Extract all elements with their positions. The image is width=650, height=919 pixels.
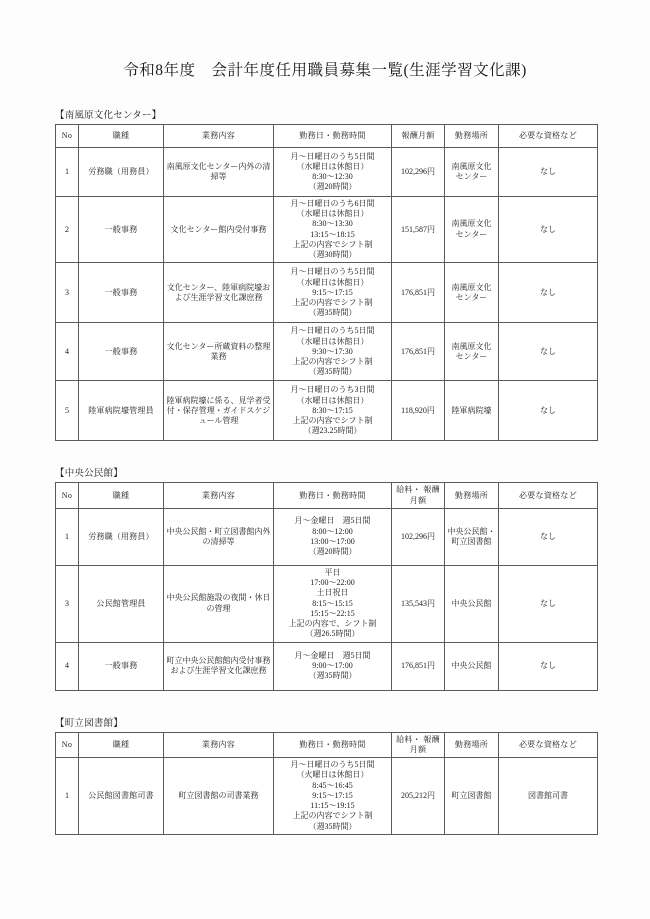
text-line: 月～日曜日のうち5日間 [290, 326, 375, 336]
cell-no: 4 [56, 323, 79, 381]
text-line: 上記の内容でシフト制 [292, 239, 373, 249]
header-pay-line2: 報酬月額 [409, 734, 440, 754]
header-duties: 業務内容 [164, 483, 274, 508]
cell-no: 2 [56, 197, 79, 263]
cell-schedule [274, 757, 392, 834]
text-line: 13:00～17:00 [310, 536, 355, 546]
cell-qualification: なし [499, 263, 598, 323]
header-pay [392, 125, 445, 148]
cell-no: 1 [56, 508, 79, 565]
text-line: 上記の内容でシフト制 [292, 298, 373, 308]
text-line: 上記の内容でシフト制 [292, 811, 373, 821]
cell-location [445, 323, 499, 381]
text-line: 8:45～16:45 [312, 780, 353, 790]
text-line: 中央公民館・ [447, 526, 496, 536]
text-line: センター [455, 229, 488, 239]
cell-pay: 176,851円 [392, 642, 445, 690]
text-line: 月～日曜日のうち5日間 [290, 267, 375, 277]
text-line: 9:00～17:00 [312, 660, 353, 670]
cell-pay: 102,296円 [392, 148, 445, 197]
cell-job-type: 労務職（用務員） [79, 508, 164, 565]
header-qualification: 必要な資格など [499, 483, 598, 508]
header-pay-line1: 給料・ [396, 485, 421, 495]
table-row [56, 197, 598, 263]
cell-qualification: 図書館司書 [499, 757, 598, 834]
text-line: （水曜日は休館日） [296, 209, 369, 219]
cell-qualification: なし [499, 381, 598, 441]
header-qualification: 必要な資格など [499, 125, 598, 148]
text-line: （火曜日は休館日） [296, 770, 369, 780]
header-duties: 業務内容 [164, 125, 274, 148]
header-pay [392, 732, 445, 757]
cell-no: 1 [56, 757, 79, 834]
header-no: No [56, 732, 79, 757]
table-row [56, 148, 598, 197]
text-line: 中央公民館 [451, 660, 492, 670]
cell-job-type: 公民館管理員 [79, 565, 164, 642]
header-location: 勤務場所 [445, 483, 499, 508]
cell-pay: 135,543円 [392, 565, 445, 642]
header-pay-line1: 報酬月額 [401, 130, 435, 140]
text-line: 8:30～17:15 [312, 405, 353, 415]
cell-schedule [274, 197, 392, 263]
header-schedule: 勤務日・勤務時間 [274, 483, 392, 508]
cell-schedule [274, 508, 392, 565]
text-line: センター [455, 351, 488, 361]
section-town-library [0, 715, 650, 835]
table-row [56, 381, 598, 441]
cell-duties: 中央公民館・町立図書館内外の清掃等 [164, 508, 274, 565]
section-nanjo-culture-center [0, 107, 650, 441]
text-line: （週30時間） [308, 250, 357, 260]
cell-pay: 102,296円 [392, 508, 445, 565]
table-row [56, 642, 598, 690]
table-row [56, 757, 598, 834]
text-line: センター [455, 172, 488, 181]
text-line: 8:15～15:15 [312, 598, 353, 608]
header-location: 勤務場所 [445, 125, 499, 148]
header-schedule: 勤務日・勤務時間 [274, 732, 392, 757]
header-no: No [56, 483, 79, 508]
text-line: 南風原文化 [451, 341, 492, 351]
header-pay [392, 483, 445, 508]
cell-pay: 176,851円 [392, 263, 445, 323]
cell-schedule [274, 263, 392, 323]
cell-duties: 文化センター、陸軍病院壕および生涯学習文化課庶務 [164, 263, 274, 323]
text-line: 月～日曜日のうち3日間 [290, 385, 375, 395]
text-line: 南風原文化 [451, 282, 492, 292]
job-table-culture-center [55, 124, 598, 441]
text-line: 土日祝日 [316, 588, 349, 598]
text-line: 月～日曜日のうち5日間 [290, 760, 375, 770]
header-pay-line1: 給料・ [396, 734, 421, 744]
cell-location [445, 197, 499, 263]
cell-qualification: なし [499, 565, 598, 642]
table-row [56, 508, 598, 565]
cell-job-type: 一般事務 [79, 263, 164, 323]
header-schedule: 勤務日・勤務時間 [274, 125, 392, 148]
text-line: 9:15～17:15 [312, 790, 353, 800]
text-line: 8:00～12:00 [312, 526, 353, 536]
page-title: 令和8年度 会計年度任用職員募集一覧(生涯学習文化課) [123, 62, 527, 79]
cell-no: 5 [56, 381, 79, 441]
header-job-type: 職種 [79, 125, 164, 148]
table-row [56, 263, 598, 323]
section-label: 【南風原文化センター】 [55, 111, 162, 121]
text-line: 町立図書館 [451, 536, 492, 546]
cell-qualification: なし [499, 148, 598, 197]
text-line: 9:30～17:30 [312, 346, 353, 356]
cell-job-type: 一般事務 [79, 197, 164, 263]
cell-location [445, 757, 499, 834]
cell-duties: 南風原文化センター内外の清掃等 [164, 148, 274, 197]
header-job-type: 職種 [79, 483, 164, 508]
text-line: （週35時間） [308, 367, 357, 377]
job-table-kominkan [55, 482, 598, 690]
cell-schedule [274, 148, 392, 197]
section-label: 【中央公民館】 [55, 469, 123, 480]
cell-location [445, 263, 499, 323]
text-line: 陸軍病院壕 [451, 405, 492, 415]
header-location: 勤務場所 [445, 732, 499, 757]
cell-duties: 文化センター館内受付事務 [164, 197, 274, 263]
cell-location [445, 148, 499, 197]
text-line: 15:15～22:15 [310, 608, 355, 618]
section-chuo-kominkan [0, 465, 650, 690]
header-qualification: 必要な資格など [499, 732, 598, 757]
text-line: （水曜日は休館日） [296, 277, 369, 287]
text-line: （週35時間） [308, 821, 357, 831]
text-line: 月～日曜日のうち5日間 [290, 151, 375, 161]
cell-location [445, 642, 499, 690]
text-line: 上記の内容でシフト制 [292, 357, 373, 367]
cell-no: 1 [56, 148, 79, 197]
cell-schedule [274, 565, 392, 642]
cell-schedule [274, 323, 392, 381]
cell-duties: 町立中央公民館館内受付事務および生涯学習文化課庶務 [164, 642, 274, 690]
cell-job-type: 公民館図書館司書 [79, 757, 164, 834]
cell-no: 3 [56, 263, 79, 323]
header-no: No [56, 125, 79, 148]
text-line: （週26.5時間） [305, 629, 360, 639]
text-line: （週35時間） [308, 671, 357, 681]
text-line: （週35時間） [308, 308, 357, 318]
text-line: 上記の内容で、シフト制 [288, 619, 377, 629]
cell-schedule [274, 381, 392, 441]
cell-pay: 176,851円 [392, 323, 445, 381]
text-line: 南風原文化 [451, 219, 492, 229]
cell-qualification: なし [499, 642, 598, 690]
text-line: （週23.25時間） [303, 426, 362, 436]
text-line: 17:00～22:00 [310, 578, 355, 588]
table-row [56, 323, 598, 381]
cell-schedule [274, 642, 392, 690]
cell-duties: 文化センター所蔵資料の整理業務 [164, 323, 274, 381]
table-header-row [56, 125, 598, 148]
text-line: 月～日曜日のうち6日間 [290, 199, 375, 208]
cell-job-type: 一般事務 [79, 323, 164, 381]
cell-location [445, 565, 499, 642]
text-line: 町立図書館 [451, 790, 492, 800]
cell-pay: 118,920円 [392, 381, 445, 441]
cell-no: 3 [56, 565, 79, 642]
text-line: 月～金曜日 週5日間 [294, 516, 371, 526]
cell-location [445, 381, 499, 441]
text-line: （水曜日は休館日） [296, 336, 369, 346]
cell-qualification: なし [499, 508, 598, 565]
text-line: 中央公民館 [451, 598, 492, 608]
text-line: 上記の内容でシフト制 [292, 416, 373, 426]
text-line: （週20時間） [308, 547, 357, 557]
job-table-library [55, 732, 598, 835]
text-line: （水曜日は休館日） [296, 161, 369, 171]
text-line: （水曜日は休館日） [296, 395, 369, 405]
cell-qualification: なし [499, 197, 598, 263]
cell-duties: 中央公民館施設の夜間・休日の管理 [164, 565, 274, 642]
table-row [56, 565, 598, 642]
header-pay-line2: 報酬月額 [409, 485, 440, 505]
text-line: 13:15～18:15 [310, 229, 355, 239]
cell-duties: 陸軍病院壕に係る、見学者受付・保存管理・ガイドスケジュール管理 [164, 381, 274, 441]
text-line: 8:30～12:30 [312, 172, 353, 181]
cell-no: 4 [56, 642, 79, 690]
section-label: 【町立図書館】 [55, 718, 123, 729]
cell-qualification: なし [499, 323, 598, 381]
cell-job-type: 労務職（用務員） [79, 148, 164, 197]
text-line: 月～金曜日 週5日間 [294, 650, 371, 660]
cell-location [445, 508, 499, 565]
text-line: 9:15～17:15 [312, 287, 353, 297]
cell-pay: 205,212円 [392, 757, 445, 834]
cell-job-type: 一般事務 [79, 642, 164, 690]
table-header-row [56, 483, 598, 508]
text-line: 平日 [324, 567, 341, 577]
header-job-type: 職種 [79, 732, 164, 757]
table-header-row [56, 732, 598, 757]
cell-duties: 町立図書館の司書業務 [164, 757, 274, 834]
text-line: 南風原文化 [451, 161, 492, 171]
text-line: 11:15～19:15 [310, 801, 355, 811]
text-line: （週20時間） [308, 182, 357, 192]
header-duties: 業務内容 [164, 732, 274, 757]
cell-pay: 151,587円 [392, 197, 445, 263]
text-line: 8:30～13:30 [312, 219, 353, 229]
cell-job-type: 陸軍病院壕管理員 [79, 381, 164, 441]
text-line: センター [455, 292, 488, 302]
